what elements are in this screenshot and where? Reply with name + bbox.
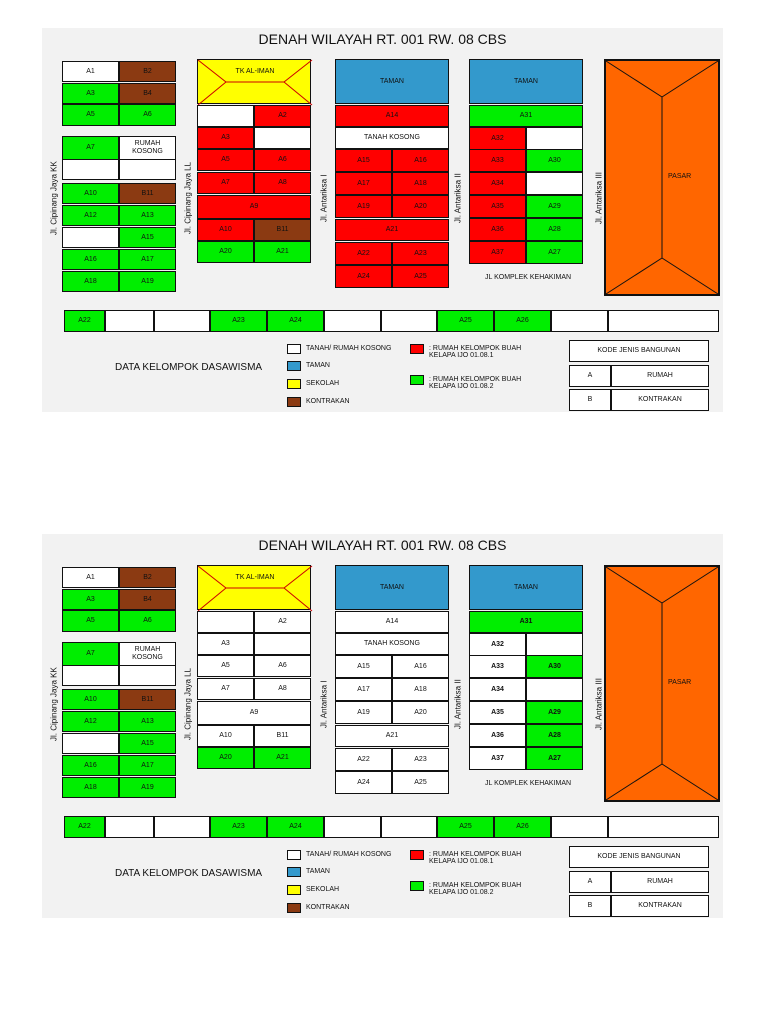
lot: A32	[469, 127, 526, 150]
code-meaning: KONTRAKAN	[611, 895, 709, 917]
lot: A10	[62, 183, 119, 204]
lot: A17	[335, 678, 392, 701]
lot: A3	[197, 127, 254, 149]
lot: A13	[119, 205, 176, 226]
market-roof-lines	[606, 567, 718, 800]
lot: A18	[62, 777, 119, 798]
lot: A10	[197, 219, 254, 241]
lot: A24	[335, 771, 392, 794]
school-building	[197, 565, 311, 610]
lot: A26	[494, 816, 551, 838]
legend-swatch	[410, 344, 424, 354]
map-panel	[42, 28, 723, 412]
park: TAMAN	[469, 59, 583, 104]
legend-swatch	[287, 344, 301, 354]
lot: A23	[210, 816, 267, 838]
legend-swatch	[410, 881, 424, 891]
lot: A7	[62, 136, 119, 160]
legend-label: : RUMAH KELOMPOK BUAH KELAPA IJO 01.08.1	[429, 345, 522, 359]
lot: A16	[392, 655, 449, 678]
lot: A33	[469, 149, 526, 172]
lot: A19	[335, 701, 392, 724]
legend-label: : RUMAH KELOMPOK BUAH KELAPA IJO 01.08.2	[429, 376, 522, 390]
lot: A8	[254, 678, 311, 700]
legend-label: TAMAN	[306, 868, 330, 875]
school-building	[197, 59, 311, 104]
lot: TANAH KOSONG	[335, 127, 449, 149]
lot: A24	[267, 816, 324, 838]
lot	[254, 633, 311, 655]
lot: A6	[254, 655, 311, 677]
lot: A19	[119, 777, 176, 798]
lot	[254, 127, 311, 149]
lot: A35	[469, 195, 526, 218]
street-label: Jl. Antariksa III	[594, 677, 604, 731]
lot: A19	[119, 271, 176, 292]
street-label: Jl. Antariksa II	[453, 679, 463, 729]
legend-swatch	[410, 375, 424, 385]
legend-swatch	[287, 867, 301, 877]
lot	[105, 310, 154, 332]
park: TAMAN	[469, 565, 583, 610]
lot: A2	[254, 611, 311, 633]
street-label: Jl. Cipinang Jaya LL	[183, 161, 193, 235]
lot: A3	[197, 633, 254, 655]
data-group-label: DATA KELOMPOK DASAWISMA	[115, 868, 263, 879]
lot: A28	[526, 724, 583, 747]
lot: A26	[494, 310, 551, 332]
park: TAMAN	[335, 59, 449, 104]
lot: A15	[119, 733, 176, 754]
market-building	[604, 59, 720, 296]
lot: A18	[62, 271, 119, 292]
lot: A29	[526, 195, 583, 218]
lot: A24	[267, 310, 324, 332]
lot: B11	[119, 689, 176, 710]
lot	[381, 310, 437, 332]
lot: A15	[119, 227, 176, 248]
lot	[119, 665, 176, 686]
street-label: Jl. Antariksa II	[453, 173, 463, 223]
lot: A31	[469, 611, 583, 633]
lot: A17	[335, 172, 392, 195]
map-title: DENAH WILAYAH RT. 001 RW. 08 CBS	[258, 537, 507, 553]
code-meaning: RUMAH	[611, 365, 709, 387]
legend-label: SEKOLAH	[306, 380, 340, 387]
lot: A6	[254, 149, 311, 171]
school-roof-lines	[198, 60, 312, 105]
lot: A18	[392, 678, 449, 701]
lot: RUMAH KOSONG	[119, 642, 176, 666]
lot: A7	[62, 642, 119, 666]
lot: A7	[197, 678, 254, 700]
lot	[526, 127, 583, 150]
market-label: PASAR	[668, 679, 692, 686]
lot	[551, 816, 608, 838]
lot: A36	[469, 218, 526, 241]
legend-label: TAMAN	[306, 362, 330, 369]
code-meaning: RUMAH	[611, 871, 709, 893]
data-group-label: DATA KELOMPOK DASAWISMA	[115, 362, 263, 373]
lot: A27	[526, 747, 583, 770]
lot: B11	[254, 219, 311, 241]
lot: A23	[210, 310, 267, 332]
legend-swatch	[287, 885, 301, 895]
lot: A33	[469, 655, 526, 678]
lot: A10	[197, 725, 254, 747]
lot: A22	[64, 310, 105, 332]
lot	[608, 310, 719, 332]
lot: A13	[119, 711, 176, 732]
lot	[105, 816, 154, 838]
lot: A21	[254, 747, 311, 769]
legend-label: SEKOLAH	[306, 886, 340, 893]
lot: A20	[197, 747, 254, 769]
lot: A15	[335, 655, 392, 678]
lot: A15	[335, 149, 392, 172]
lot: A10	[62, 689, 119, 710]
lot: A16	[62, 755, 119, 776]
legend-label: KONTRAKAN	[306, 398, 350, 405]
lot: A9	[197, 195, 311, 219]
lot: A1	[62, 61, 119, 82]
lot	[324, 310, 381, 332]
lot	[154, 310, 210, 332]
complex-street-label: JL KOMPLEK KEHAKIMAN	[485, 274, 572, 281]
code-table-title: KODE JENIS BANGUNAN	[569, 846, 709, 868]
lot	[608, 816, 719, 838]
lot: A8	[254, 172, 311, 194]
legend-label: TANAH/ RUMAH KOSONG	[306, 851, 392, 858]
lot: A5	[62, 610, 119, 632]
street-label: Jl. Antariksa I	[319, 680, 329, 728]
lot	[62, 733, 119, 754]
street-label: Jl. Cipinang Jaya KK	[49, 161, 59, 235]
legend-swatch	[287, 361, 301, 371]
lot: A12	[62, 711, 119, 732]
code-table-title: KODE JENIS BANGUNAN	[569, 340, 709, 362]
legend-swatch	[287, 903, 301, 913]
lot	[381, 816, 437, 838]
lot: A20	[197, 241, 254, 263]
lot: A22	[335, 748, 392, 771]
lot: A18	[392, 172, 449, 195]
lot: A28	[526, 218, 583, 241]
lot	[119, 159, 176, 180]
lot: A23	[392, 242, 449, 265]
lot: A27	[526, 241, 583, 264]
legend-swatch	[287, 379, 301, 389]
lot: B4	[119, 83, 176, 104]
lot: A30	[526, 149, 583, 172]
market-building	[604, 565, 720, 802]
lot: A17	[119, 249, 176, 270]
code-letter: A	[569, 871, 611, 893]
legend-swatch	[287, 850, 301, 860]
lot: A3	[62, 589, 119, 610]
school-label: TK AL-IMAN	[235, 68, 275, 75]
legend-label: KONTRAKAN	[306, 904, 350, 911]
map-title: DENAH WILAYAH RT. 001 RW. 08 CBS	[258, 31, 507, 47]
lot	[62, 159, 119, 180]
lot: A19	[335, 195, 392, 218]
lot: A37	[469, 747, 526, 770]
lot: A23	[392, 748, 449, 771]
lot: A34	[469, 172, 526, 195]
lot	[526, 633, 583, 656]
lot: A6	[119, 610, 176, 632]
lot: B2	[119, 61, 176, 82]
lot: A29	[526, 701, 583, 724]
lot: A37	[469, 241, 526, 264]
legend-label: TANAH/ RUMAH KOSONG	[306, 345, 392, 352]
legend-label: : RUMAH KELOMPOK BUAH KELAPA IJO 01.08.1	[429, 851, 522, 865]
street-label: Jl. Antariksa I	[319, 174, 329, 222]
lot: A20	[392, 701, 449, 724]
park: TAMAN	[335, 565, 449, 610]
code-letter: B	[569, 389, 611, 411]
market-roof-lines	[606, 61, 718, 294]
lot: B11	[254, 725, 311, 747]
lot: RUMAH KOSONG	[119, 136, 176, 160]
lot: A14	[335, 105, 449, 127]
market-label: PASAR	[668, 173, 692, 180]
lot	[551, 310, 608, 332]
lot: A22	[64, 816, 105, 838]
lot	[154, 816, 210, 838]
lot: A9	[197, 701, 311, 725]
lot	[197, 105, 254, 127]
lot: A21	[335, 219, 449, 241]
lot: A24	[335, 265, 392, 288]
lot: A21	[254, 241, 311, 263]
lot: A14	[335, 611, 449, 633]
lot	[62, 227, 119, 248]
legend-swatch	[410, 850, 424, 860]
lot: A36	[469, 724, 526, 747]
lot	[526, 172, 583, 195]
lot: A7	[197, 172, 254, 194]
legend-swatch	[287, 397, 301, 407]
lot: A12	[62, 205, 119, 226]
lot: A3	[62, 83, 119, 104]
lot: A1	[62, 567, 119, 588]
legend-label: : RUMAH KELOMPOK BUAH KELAPA IJO 01.08.2	[429, 882, 522, 896]
lot: A30	[526, 655, 583, 678]
lot: B4	[119, 589, 176, 610]
lot	[324, 816, 381, 838]
lot: A25	[437, 310, 494, 332]
lot: A22	[335, 242, 392, 265]
lot: A31	[469, 105, 583, 127]
lot: A25	[437, 816, 494, 838]
street-label: Jl. Cipinang Jaya KK	[49, 667, 59, 741]
street-label: Jl. Cipinang Jaya LL	[183, 667, 193, 741]
lot: A32	[469, 633, 526, 656]
lot: A2	[254, 105, 311, 127]
complex-street-label: JL KOMPLEK KEHAKIMAN	[485, 780, 572, 787]
lot: A34	[469, 678, 526, 701]
code-letter: A	[569, 365, 611, 387]
map-panel	[42, 534, 723, 918]
lot: A5	[62, 104, 119, 126]
school-label: TK AL-IMAN	[235, 574, 275, 581]
lot	[62, 665, 119, 686]
lot: A5	[197, 149, 254, 171]
lot: A25	[392, 771, 449, 794]
lot: B11	[119, 183, 176, 204]
code-meaning: KONTRAKAN	[611, 389, 709, 411]
school-roof-lines	[198, 566, 312, 611]
street-label: Jl. Antariksa III	[594, 171, 604, 225]
lot	[197, 611, 254, 633]
lot: A17	[119, 755, 176, 776]
lot: A20	[392, 195, 449, 218]
lot: A16	[392, 149, 449, 172]
lot: A6	[119, 104, 176, 126]
lot	[526, 678, 583, 701]
lot: B2	[119, 567, 176, 588]
code-letter: B	[569, 895, 611, 917]
lot: A5	[197, 655, 254, 677]
lot: A35	[469, 701, 526, 724]
lot: A25	[392, 265, 449, 288]
lot: TANAH KOSONG	[335, 633, 449, 655]
lot: A16	[62, 249, 119, 270]
lot: A21	[335, 725, 449, 747]
